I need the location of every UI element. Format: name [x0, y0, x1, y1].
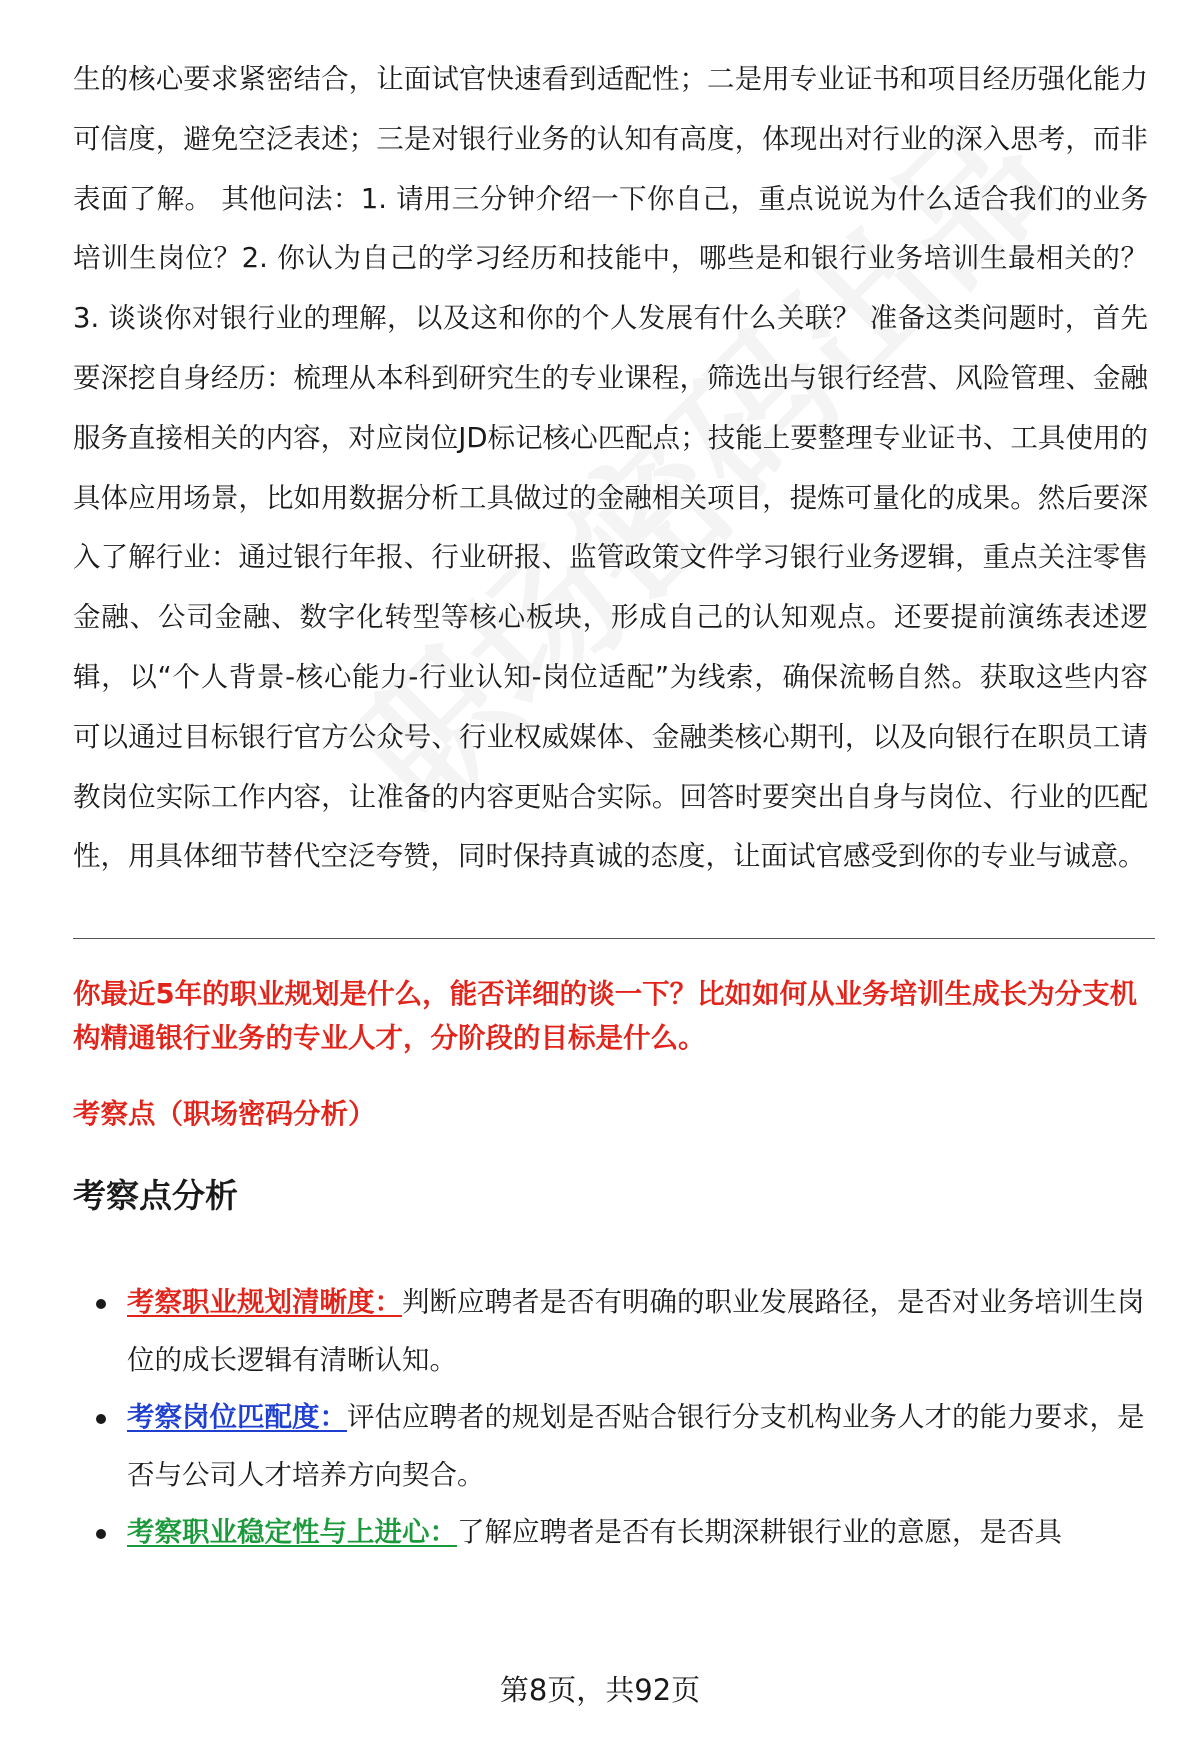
list-item	[73, 1504, 1148, 1562]
point-text: 评估应聘者的规划是否贴合银行分支机构业务人才的能力要求，是否与公司人才培养方向契合。	[127, 1401, 1145, 1491]
interview-question: 你最近5年的职业规划是什么，能否详细的谈一下？比如如何从业务培训生成长为分支机构精通银行业务的专业人才，分阶段的目标是什么。	[73, 978, 1138, 1055]
analysis-points-list	[73, 1274, 1148, 1562]
page-number: 第8页，共92页	[499, 1673, 701, 1707]
bullet-icon	[96, 1299, 106, 1309]
list-item	[73, 1389, 1148, 1504]
point-label: 考察职业稳定性与上进心：	[127, 1516, 457, 1549]
section-title: 考察点分析	[73, 1176, 238, 1216]
divider	[73, 938, 1155, 939]
document-page	[73, 50, 1148, 1562]
list-item	[73, 1274, 1148, 1389]
point-text: 判断应聘者是否有明确的职业发展路径，是否对业务培训生岗位的成长逻辑有清晰认知。	[127, 1286, 1145, 1376]
bullet-icon	[96, 1529, 106, 1539]
bullet-icon	[96, 1414, 106, 1424]
body-paragraph: 生的核心要求紧密结合，让面试官快速看到适配性；二是用专业证书和项目经历强化能力可信度，避免空泛表述；三是对银行业务的认知有高度，体现出对行业的深入思考，而非表面了解。 其他问法：1. 请用三分钟介绍一下你自己，重点说说为什么适合我们的业务培训生岗位？2. 你认为自己的学习经历和技能中，哪些是和银行业务培训生最相关的？3. 谈谈你对银行业的理解，以及这和你的个人发展有什么关联？ 准备这类问题时，首先要深挖自身经历：梳理从本科到研究生的专业课程，筛选出与银行经营、风险管理、金融服务直接相关的内容，对应岗位JD标记核心匹配点；技能上要整理专业证书、工具使用的具体应用场景，比如用数据分析工具做过的金融相关项目，提炼可量化的成果。然后要深入了解行业：通过银行年报、行业研报、监管政策文件学习银行业务逻辑，重点关注零售金融、公司金融、数字化转型等核心板块，形成自己的认知观点。还要提前演练表述逻辑，以“个人背景-核心能力-行业认知-岗位适配”为线索，确保流畅自然。获取这些内容可以通过目标银行官方公众号、行业权威媒体、金融类核心期刊，以及向银行在职员工请教岗位实际工作内容，让准备的内容更贴合实际。回答时要突出自身与岗位、行业的匹配性，用具体细节替代空泛夸赞，同时保持真诚的态度，让面试官感受到你的专业与诚意。	[73, 63, 1148, 873]
point-label: 考察岗位匹配度：	[127, 1401, 347, 1434]
analysis-subheading: 考察点（职场密码分析）	[73, 1098, 376, 1131]
point-label: 考察职业规划清晰度：	[127, 1286, 402, 1319]
point-text: 了解应聘者是否有长期深耕银行业的意愿，是否具	[457, 1516, 1062, 1549]
